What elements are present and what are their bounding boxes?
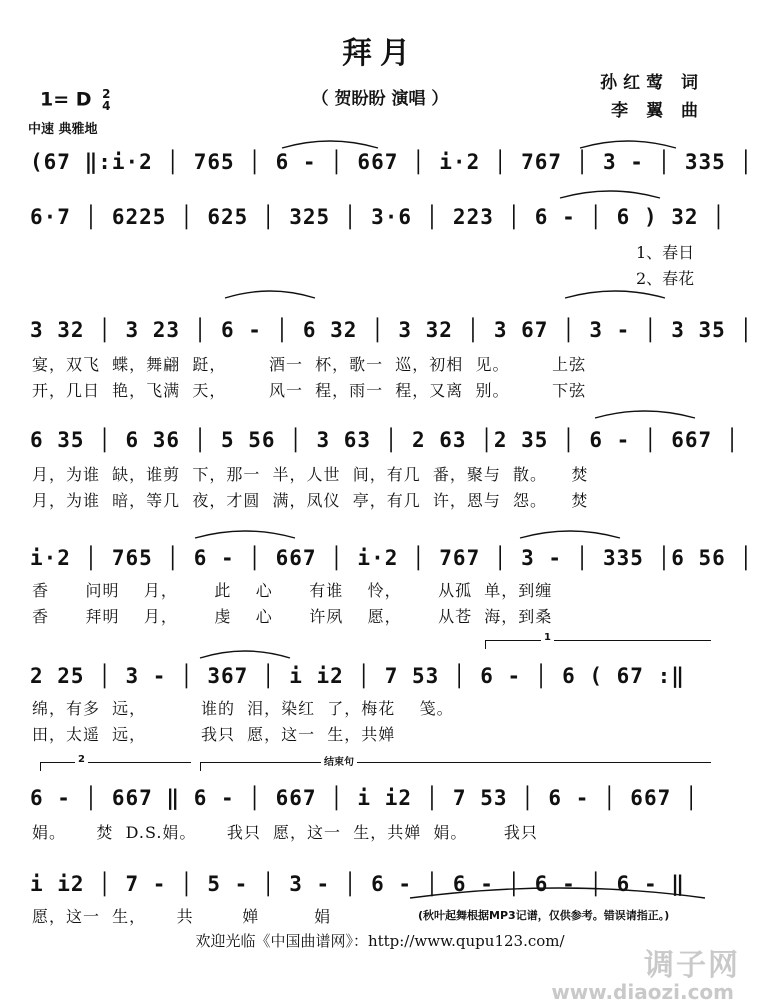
ending-label: 结束句: [321, 753, 357, 768]
score-line-7: 6 - │ 667 ‖ 6 - │ 667 │ i i2 │ 7 53 │ 6 - │ 667 │: [30, 786, 699, 810]
score-line-8: i i2 │ 7 - │ 5 - │ 3 - │ 6 - │ 6 - │ 6 - │ 6 - ‖: [30, 872, 685, 896]
key-label: 1= D: [40, 88, 92, 111]
volta-1-label: 1: [541, 632, 554, 643]
time-sig-bottom: 4: [102, 99, 111, 113]
composer-credit: 李 翼 曲: [611, 101, 704, 121]
score-line-1: (67 ‖:i·2 │ 765 │ 6 - │ 667 │ i·2 │ 767 │ 3 - │ 335 │: [30, 150, 754, 174]
volta-2-label: 2: [75, 754, 88, 765]
score-line-4: 6 35 │ 6 36 │ 5 56 │ 3 63 │ 2 63 │2 35 │ 6 - │ 667 │: [30, 428, 740, 452]
score-line-2: 6·7 │ 6225 │ 625 │ 325 │ 3·6 │ 223 │ 6 - │ 6 ) 32 │: [30, 205, 726, 229]
lyric-line-7: 娟。 焚 D.S.娟。 我只 愿，这一 生，共婵 娟。 我只: [32, 823, 538, 842]
lyric-line-6-verse-1: 绵，有多 远， 谁的 泪，染红 了，梅花 笺。: [32, 699, 454, 718]
verse-2-label: 2、春花: [636, 269, 695, 288]
lyric-line-4-verse-1: 月，为谁 缺，谁剪 下，那一 半，人世 间，有几 番，聚与 散。 焚: [32, 465, 589, 484]
score-line-5: i·2 │ 765 │ 6 - │ 667 │ i·2 │ 767 │ 3 - │ 335 │6 56 │: [30, 546, 754, 570]
score-line-6: 2 25 │ 3 - │ 367 │ i i2 │ 7 53 │ 6 - │ 6 ( 67 :‖: [30, 664, 685, 688]
lyric-line-5-verse-1: 香 问明 月， 此 心 有谁 怜， 从孤 单，到缠: [32, 581, 553, 600]
watermark-url: www.diaozi.com: [551, 980, 734, 1004]
lyric-line-3-verse-1: 宴，双飞 蝶，舞翩 跹， 酒一 杯，歌一 巡，初相 见。 上弦: [32, 355, 587, 374]
score-line-3: 3 32 │ 3 23 │ 6 - │ 6 32 │ 3 32 │ 3 67 │ 3 - │ 3 35 │: [30, 318, 754, 342]
lyricist-credit: 孙红莺 词: [600, 73, 704, 93]
lyric-line-5-verse-2: 香 拜明 月， 虔 心 许夙 愿， 从苍 海，到桑: [32, 607, 553, 626]
singer-credit: （ 贺盼盼 演唱 ）: [311, 89, 449, 109]
lyric-line-4-verse-2: 月，为谁 暗，等几 夜，才圆 满，凤仪 亭，有几 许，恩与 怨。 焚: [32, 491, 589, 510]
watermark-logo: 调子网: [644, 948, 740, 983]
lyric-line-6-verse-2: 田，太遥 远， 我只 愿，这一 生，共婵: [32, 725, 396, 744]
time-sig-top: 2: [102, 87, 111, 101]
verse-1-label: 1、春日: [636, 243, 695, 262]
tempo-marking: 中速 典雅地: [28, 122, 98, 137]
footer-text: 欢迎光临《中国曲谱网》：http://www.qupu123.com/: [195, 932, 565, 950]
volta-2-bracket: [40, 754, 191, 771]
lyric-line-8: 愿，这一 生， 共 婵 娟: [32, 907, 332, 926]
ending-bracket: [200, 757, 711, 771]
song-title: 拜月: [342, 36, 418, 71]
volta-1-bracket: [485, 632, 711, 649]
transcription-note: (秋叶起舞根据MP3记谱，仅供参考。错误请指正。): [418, 909, 670, 922]
lyric-line-3-verse-2: 开，几日 艳，飞满 天， 风一 程，雨一 程，又离 别。 下弦: [32, 381, 587, 400]
